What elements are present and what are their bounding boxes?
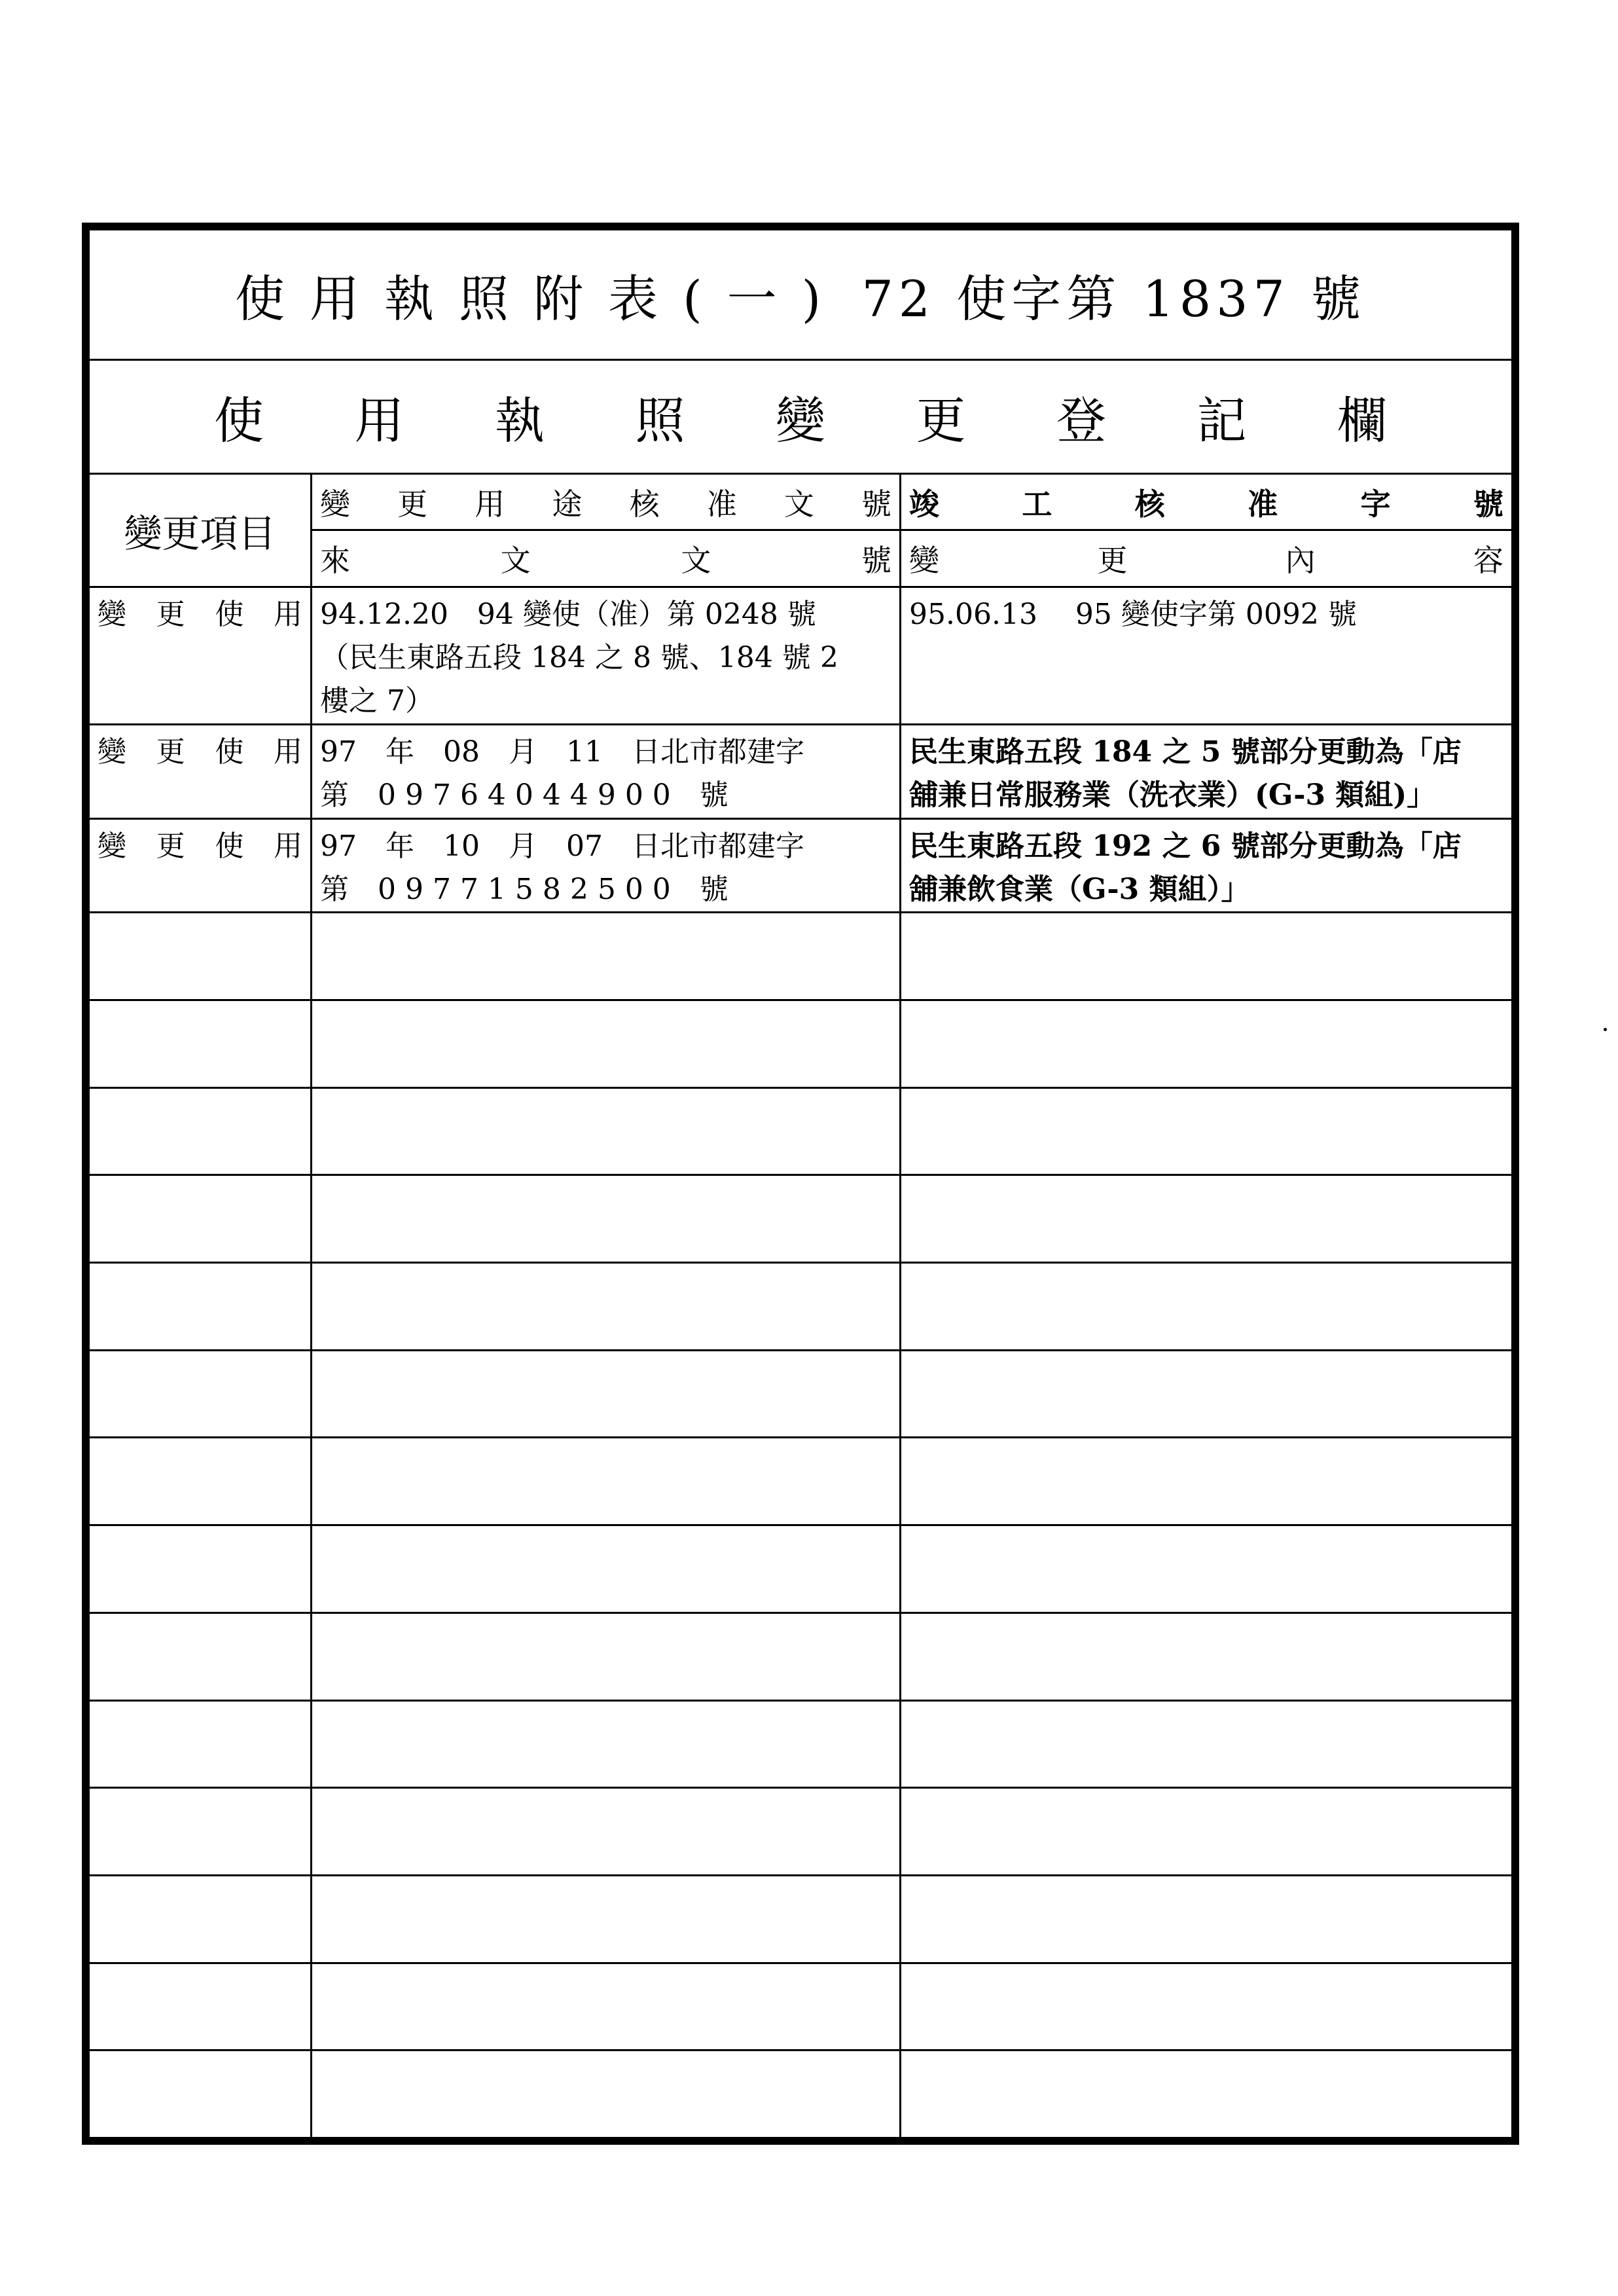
empty-row (89, 1263, 1513, 1351)
empty-row (89, 1525, 1513, 1613)
title-prefix: 使用執照附表(一) (234, 269, 846, 328)
empty-cell (89, 1438, 312, 1525)
header-change-content-char: 變 (909, 543, 939, 579)
empty-cell (901, 1613, 1513, 1700)
change-item-char: 使 (215, 735, 244, 769)
header-change-content (901, 530, 1513, 587)
change-content-cell (901, 818, 1513, 913)
header-change-content-char: 容 (1473, 543, 1503, 579)
incoming-doc-line: 97 年 10 月 07 日北市都建字 (320, 829, 804, 863)
empty-row (89, 1700, 1513, 1788)
empty-cell (312, 1525, 901, 1613)
header-change-content-char: 更 (1097, 543, 1128, 579)
header-approval-no (312, 473, 901, 530)
change-item-char: 用 (273, 829, 302, 863)
document-title (89, 230, 1513, 360)
empty-cell (901, 1175, 1513, 1263)
empty-cell (312, 1263, 901, 1351)
section-title-char: 欄 (1337, 391, 1387, 450)
change-content-line: 民生東路五段 192 之 6 號部分更動為「店 (909, 829, 1462, 863)
empty-cell (312, 1175, 901, 1263)
registration-sheet (82, 223, 1519, 2145)
header-incoming-no-char: 號 (861, 543, 891, 579)
section-title (89, 360, 1513, 474)
header-completion-no-char: 字 (1360, 486, 1391, 522)
empty-cell (89, 913, 312, 1000)
header-completion-no-char: 竣 (909, 486, 939, 522)
empty-cell (89, 2050, 312, 2138)
change-item-char: 用 (273, 735, 302, 769)
empty-row (89, 1087, 1513, 1175)
change-item-char: 用 (273, 597, 302, 631)
incoming-doc-cell (312, 724, 901, 818)
header-incoming-no-char: 文 (681, 543, 711, 579)
empty-cell (901, 1525, 1513, 1613)
header-completion-no (901, 473, 1513, 530)
header-incoming-no (312, 530, 901, 587)
table-row (89, 587, 1513, 724)
header-completion-no-char: 准 (1248, 486, 1278, 522)
incoming-doc-cell (312, 818, 901, 913)
empty-cell (89, 1175, 312, 1263)
change-content-cell (901, 724, 1513, 818)
empty-cell (901, 1875, 1513, 1963)
incoming-doc-line: 第 0 9 7 7 1 5 8 2 5 0 0 號 (320, 872, 728, 906)
table-row (89, 818, 1513, 913)
change-item-cell (89, 724, 312, 818)
header-completion-no-char: 號 (1473, 486, 1503, 522)
section-title-char: 登 (1056, 391, 1106, 450)
header-completion-no-char: 工 (1022, 486, 1052, 522)
empty-cell (901, 1350, 1513, 1438)
empty-cell (89, 1350, 312, 1438)
change-content-line: 舖兼日常服務業（洗衣業）(G-3 類組)」 (909, 778, 1436, 812)
empty-cell (901, 2050, 1513, 2138)
empty-cell (312, 1700, 901, 1788)
incoming-doc-line: 94.12.20 94 變使（准）第 0248 號 (320, 597, 816, 631)
change-content-cell (901, 587, 1513, 724)
header-approval-no-char: 途 (552, 486, 583, 522)
change-registration-table (88, 228, 1513, 2139)
header-approval-no-char: 准 (706, 486, 737, 522)
header-completion-no-char: 核 (1134, 486, 1165, 522)
empty-cell (901, 1087, 1513, 1175)
change-content-line: 民生東路五段 184 之 5 號部分更動為「店 (909, 735, 1462, 769)
header-approval-no-char: 更 (397, 486, 428, 522)
change-item-cell (89, 818, 312, 913)
header-incoming-no-char: 來 (320, 543, 350, 579)
empty-cell (312, 913, 901, 1000)
incoming-doc-line: 97 年 08 月 11 日北市都建字 (320, 735, 804, 769)
empty-row (89, 2050, 1513, 2138)
empty-cell (89, 1263, 312, 1351)
header-approval-no-char: 文 (783, 486, 814, 522)
empty-row (89, 1875, 1513, 1963)
change-item-char: 使 (215, 597, 244, 631)
empty-cell (312, 1613, 901, 1700)
change-content-line: 舖兼飲食業（G-3 類組）」 (909, 872, 1250, 906)
empty-row (89, 1438, 1513, 1525)
section-title-char: 更 (916, 391, 966, 450)
header-approval-no-char: 變 (320, 486, 350, 522)
empty-row (89, 1350, 1513, 1438)
empty-cell (89, 1000, 312, 1088)
section-title-char: 照 (635, 391, 685, 450)
empty-row (89, 1788, 1513, 1876)
change-item-char: 更 (156, 829, 185, 863)
empty-cell (312, 1087, 901, 1175)
empty-cell (89, 1087, 312, 1175)
section-title-char: 記 (1196, 391, 1247, 450)
change-item-char: 更 (156, 597, 185, 631)
empty-row (89, 913, 1513, 1000)
empty-cell (89, 1788, 312, 1876)
empty-cell (901, 913, 1513, 1000)
empty-cell (312, 2050, 901, 2138)
empty-cell (89, 1613, 312, 1700)
change-item-char: 變 (98, 829, 126, 863)
empty-cell (312, 1963, 901, 2050)
incoming-doc-line: （民生東路五段 184 之 8 號、184 號 2 (320, 640, 838, 674)
section-title-char: 變 (776, 391, 825, 450)
empty-cell (901, 1000, 1513, 1088)
empty-cell (312, 1350, 901, 1438)
empty-cell (901, 1963, 1513, 2050)
empty-cell (89, 1875, 312, 1963)
empty-row (89, 1000, 1513, 1088)
incoming-doc-line: 第 0 9 7 6 4 0 4 4 9 0 0 號 (320, 778, 728, 812)
header-approval-no-char: 用 (475, 486, 505, 522)
empty-cell (312, 1788, 901, 1876)
empty-cell (89, 1700, 312, 1788)
header-approval-no-char: 核 (629, 486, 660, 522)
header-item: 變更項目 (89, 473, 312, 587)
change-content-line: 95.06.13 95 變使字第 0092 號 (909, 597, 1357, 631)
empty-cell (901, 1700, 1513, 1788)
empty-cell (89, 1963, 312, 2050)
change-item-cell (89, 587, 312, 724)
incoming-doc-line: 樓之 7） (320, 683, 434, 718)
empty-row (89, 1963, 1513, 2050)
change-item-char: 變 (98, 735, 126, 769)
section-title-char: 用 (354, 391, 404, 450)
section-title-char: 使 (214, 391, 264, 450)
incoming-doc-cell (312, 587, 901, 724)
empty-row (89, 1175, 1513, 1263)
change-item-char: 變 (98, 597, 126, 631)
empty-cell (901, 1263, 1513, 1351)
scan-speck (1604, 1028, 1607, 1031)
empty-cell (89, 1525, 312, 1613)
empty-cell (312, 1438, 901, 1525)
empty-cell (312, 1000, 901, 1088)
header-change-content-char: 內 (1285, 543, 1316, 579)
title-number: 72 使字第 1837 號 (861, 269, 1367, 328)
section-title-char: 執 (495, 391, 545, 450)
header-incoming-no-char: 文 (500, 543, 531, 579)
empty-cell (901, 1788, 1513, 1876)
header-approval-no-char: 號 (861, 486, 891, 522)
table-row (89, 724, 1513, 818)
change-item-char: 更 (156, 735, 185, 769)
empty-row (89, 1613, 1513, 1700)
empty-cell (901, 1438, 1513, 1525)
change-item-char: 使 (215, 829, 244, 863)
empty-cell (312, 1875, 901, 1963)
